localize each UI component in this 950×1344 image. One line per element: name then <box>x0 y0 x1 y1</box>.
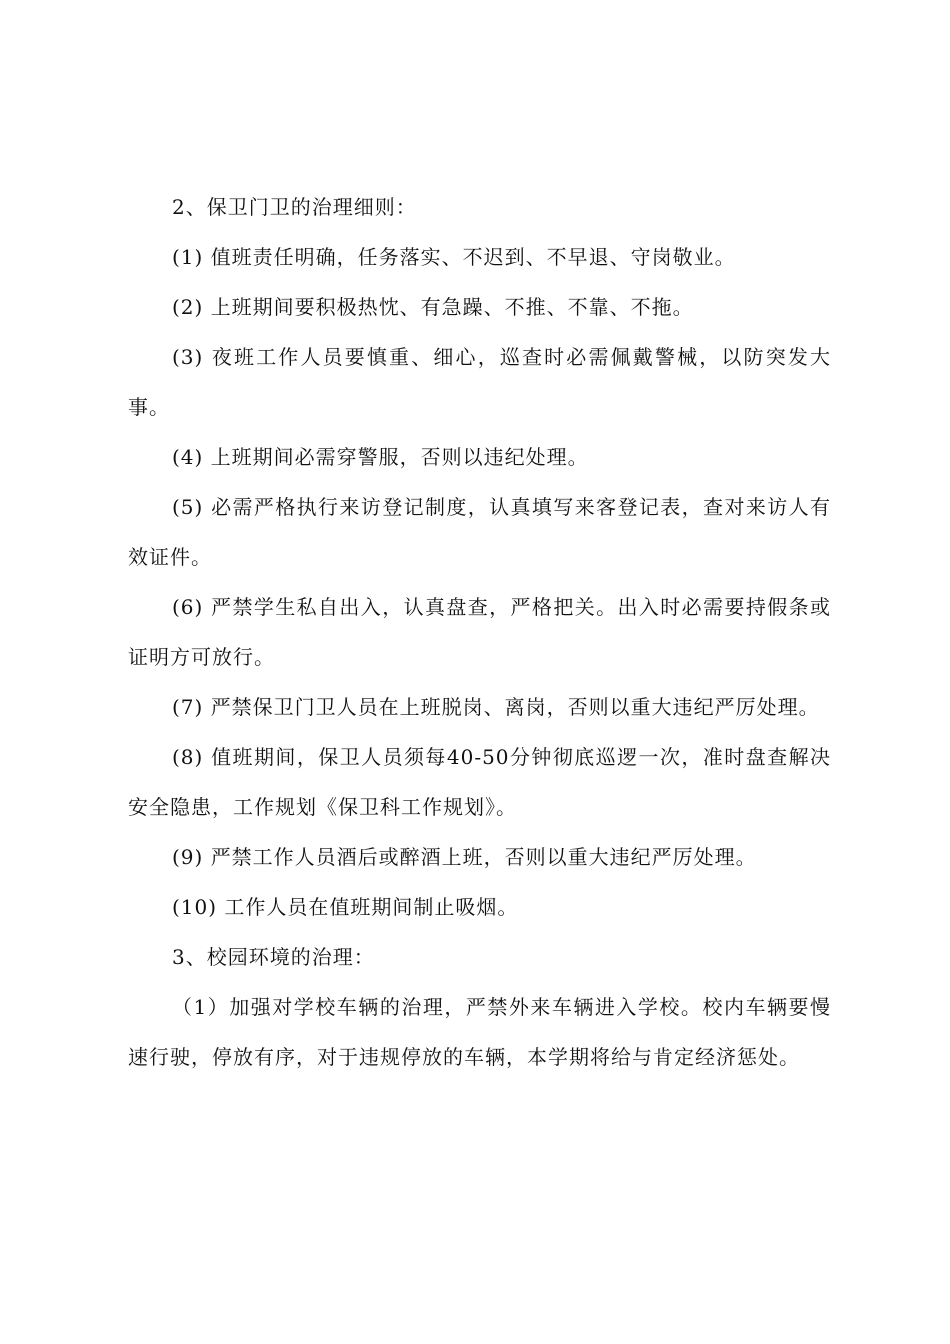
rule-item-7: (7) 严禁保卫门卫人员在上班脱岗、离岗，否则以重大违纪严厉处理。 <box>172 695 820 719</box>
document-body <box>128 182 831 1082</box>
section-heading-guard-rules: 2、保卫门卫的治理细则： <box>172 195 417 219</box>
rule-item-3: (3) 夜班工作人员要慎重、细心，巡查时必需佩戴警械，以防突发大事。 <box>128 345 831 419</box>
rule-item-8: (8) 值班期间，保卫人员须每40-50分钟彻底巡逻一次，准时盘查解决安全隐患，工作规划《保卫科工作规划》。 <box>128 745 831 819</box>
section-heading-campus-environment: 3、校园环境的治理： <box>172 945 375 969</box>
campus-rule-item-1: （1）加强对学校车辆的治理，严禁外来车辆进入学校。校内车辆要慢速行驶，停放有序，对于违规停放的车辆，本学期将给与肯定经济惩处。 <box>128 995 831 1069</box>
rule-item-10: (10) 工作人员在值班期间制止吸烟。 <box>172 895 519 919</box>
rule-item-1: (1) 值班责任明确，任务落实、不迟到、不早退、守岗敬业。 <box>172 245 736 269</box>
rule-item-4: (4) 上班期间必需穿警服，否则以违纪处理。 <box>172 445 589 469</box>
rule-item-6: (6) 严禁学生私自出入，认真盘查，严格把关。出入时必需要持假条或证明方可放行。 <box>128 595 831 669</box>
rule-item-9: (9) 严禁工作人员酒后或醉酒上班，否则以重大违纪严厉处理。 <box>172 845 757 869</box>
rule-item-5: (5) 必需严格执行来访登记制度，认真填写来客登记表，查对来访人有效证件。 <box>128 495 831 569</box>
rule-item-2: (2) 上班期间要积极热忱、有急躁、不推、不靠、不拖。 <box>172 295 694 319</box>
